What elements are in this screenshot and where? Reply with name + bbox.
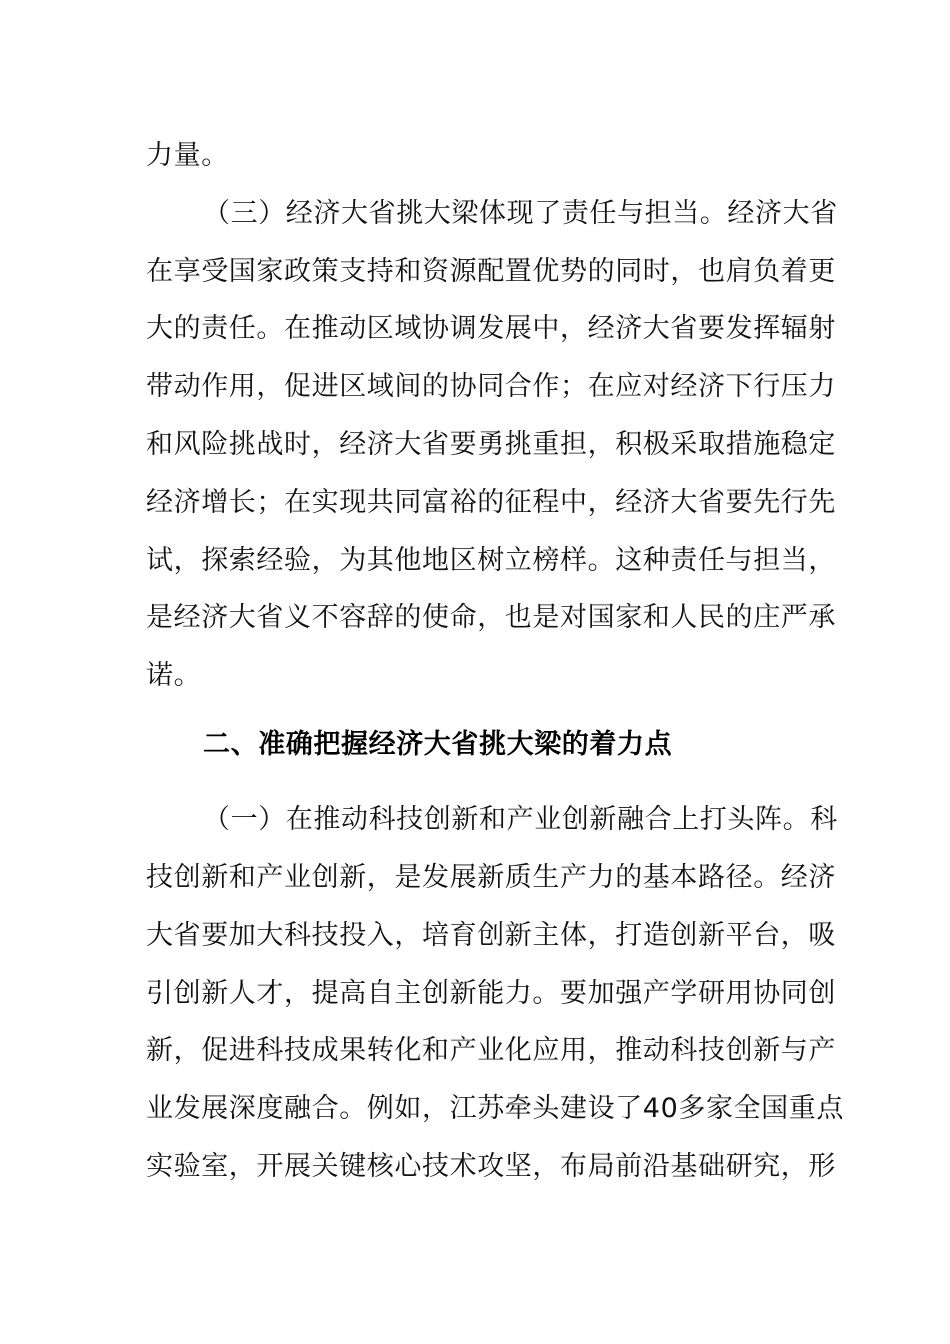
body-line: 实验室，开展关键核心技术攻坚，布局前沿基础研究，形 [146, 1151, 836, 1182]
body-line: 引创新人才，提高自主创新能力。要加强产学研用协同创 [146, 978, 836, 1009]
body-line: 诺。 [146, 660, 202, 691]
body-line: 和风险挑战时，经济大省要勇挑重担，积极采取措施稳定 [146, 429, 836, 460]
body-line: 技创新和产业创新，是发展新质生产力的基本路径。经济 [146, 862, 836, 893]
body-line: 带动作用，促进区域间的协同合作；在应对经济下行压力 [146, 371, 836, 402]
paragraph-start-line: （一）在推动科技创新和产业创新融合上打头阵。科 [203, 804, 838, 835]
body-line: 试，探索经验，为其他地区树立榜样。这种责任与担当， [146, 545, 836, 576]
body-line: 力量。 [146, 140, 229, 171]
body-line: 经济增长；在实现共同富裕的征程中，经济大省要先行先 [146, 487, 836, 518]
body-line: 在享受国家政策支持和资源配置优势的同时，也肩负着更 [146, 256, 836, 287]
body-line: 是经济大省义不容辞的使命，也是对国家和人民的庄严承 [146, 602, 836, 633]
section-heading: 二、准确把握经济大省挑大梁的着力点 [203, 729, 673, 760]
body-line: 大省要加大科技投入，培育创新主体，打造创新平台，吸 [146, 920, 836, 951]
body-line: 新，促进科技成果转化和产业化应用，推动科技创新与产 [146, 1035, 836, 1066]
body-line: 业发展深度融合。例如，江苏牵头建设了40多家全国重点 [146, 1093, 844, 1124]
body-line: 大的责任。在推动区域协调发展中，经济大省要发挥辐射 [146, 313, 836, 344]
paragraph-start-line: （三）经济大省挑大梁体现了责任与担当。经济大省 [203, 198, 838, 229]
